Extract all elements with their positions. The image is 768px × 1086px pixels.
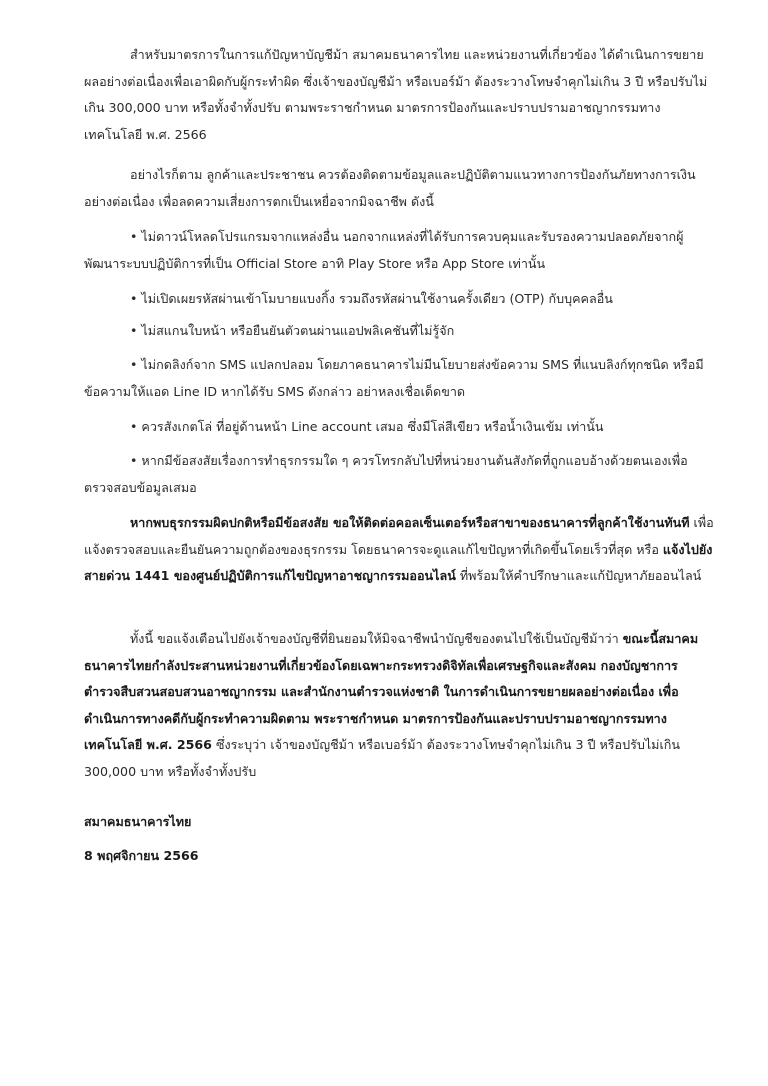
paragraph-intro-text: สำหรับมาตรการในการแก้ปัญหาบัญชีม้า สมาคมธนาคารไทย และหน่วยงานที่เกี่ยวข้อง ได้ดำเนินการขยายผลอย่างต่อเนื่องเพื่อเอาผิดกับผู้กระทำผิด ซึ่งเจ้าของบัญชีม้า หรือเบอร์ม้า ต้องระวางโทษจำคุกไม่เกิน 3 ปี หรือปรับไม่เกิน 300,000 บาท หรือทั้งจำทั้งปรับ ตามพระราชกำหนด มาตรการป้องกันและปราบปรามอาชญากรรมทางเทคโนโลยี พ.ศ. 2566 — [84, 47, 708, 142]
paragraph-advice-text: อย่างไรก็ตาม ลูกค้าและประชาชน ควรต้องติดตามข้อมูลและปฏิบัติตามแนวทางการป้องกันภัยทางการเงินอย่างต่อเนื่อง เพื่อลดความเสี่ยงการตกเป็นเหยื่อจากมิจฉาชีพ ดังนี้ — [84, 167, 696, 209]
contact-text-end: ที่พร้อมให้คำปรึกษาและแก้ปัญหาภัยออนไลน์ — [455, 568, 702, 583]
signature-org: สมาคมธนาคารไทย — [84, 814, 192, 829]
warning-bold-text: ขณะนี้สมาคมธนาคารไทยกำลังประสานหน่วยงานที่เกี่ยวข้องโดยเฉพาะกระทรวงดิจิทัลเพื่อเศรษฐกิจและสังคม กองบัญชาการตำรวจสืบสวนสอบสวนอาชญากรรม และสำนักงานตำรวจแห่งชาติ ในการดำเนินการขยายผลอย่างต่อเนื่อง เพื่อดำเนินการทางคดีกับผู้กระทำความผิดตาม พระราชกำหนด มาตรการป้องกันและปราบปรามอาชญากรรมทางเทคโนโลยี พ.ศ. 2566 — [84, 631, 699, 752]
bullet-item — [84, 224, 714, 277]
warning-text-end: ซึ่งระบุว่า เจ้าของบัญชีม้า หรือเบอร์ม้า ต้องระวางโทษจำคุกไม่เกิน 3 ปี หรือปรับไม่เกิน 300,000 บาท หรือทั้งจำทั้งปรับ — [84, 737, 681, 779]
paragraph-contact — [84, 510, 714, 590]
paragraph-warning — [84, 626, 714, 785]
bullet-item — [84, 414, 714, 441]
signature-date: 8 พฤศจิกายน 2566 — [84, 848, 199, 863]
hotline-bold-text: แจ้งไปยังสายด่วน 1441 ของศูนย์ปฏิบัติการแก้ไขปัญหาอาชญากรรมออนไลน์ — [84, 541, 713, 583]
paragraph-intro — [84, 42, 714, 148]
paragraph-advice — [84, 162, 714, 215]
bullet-item-text: • ไม่สแกนใบหน้า หรือยืนยันตัวตนผ่านแอปพลิเคชันที่ไม่รู้จัก — [130, 323, 455, 338]
warning-text: ทั้งนี้ ขอแจ้งเตือนไปยังเจ้าของบัญชีที่ยินยอมให้มิจฉาชีพนำบัญชีของตนไปใช้เป็นบัญชีม้าว่า — [130, 631, 623, 646]
bullet-item — [84, 448, 714, 501]
contact-bold-text: หากพบธุรกรรมผิดปกติหรือมีข้อสงสัย ขอให้ติดต่อคอลเซ็นเตอร์หรือสาขาของธนาคารที่ลูกค้าใช้งานทันที — [130, 515, 690, 530]
bullet-item — [84, 286, 714, 313]
bullet-item-text: • ไม่กดลิงก์จาก SMS แปลกปลอม โดยภาคธนาคารไม่มีนโยบายส่งข้อความ SMS ที่แนบลิงก์ทุกชนิด หรือมีข้อความให้แอด Line ID หากได้รับ SMS ดังกล่าว อย่าหลงเชื่อเด็ดขาด — [84, 357, 704, 399]
bullet-item-text: • หากมีข้อสงสัยเรื่องการทำธุรกรรมใด ๆ ควรโทรกลับไปที่หน่วยงานต้นสังกัดที่ถูกแอบอ้างด้วยตนเองเพื่อตรวจสอบข้อมูลเสมอ — [84, 453, 688, 495]
bullet-item — [84, 352, 714, 405]
bullet-item-text: • ไม่ดาวน์โหลดโปรแกรมจากแหล่งอื่น นอกจากแหล่งที่ได้รับการควบคุมและรับรองความปลอดภัยจากผู้พัฒนาระบบปฏิบัติการที่เป็น Official Store อาทิ Play Store หรือ App Store เท่านั้น — [84, 229, 684, 271]
bullet-item-text: • ควรสังเกตโล่ ที่อยู่ด้านหน้า Line account เสมอ ซึ่งมีโล่สีเขียว หรือน้ำเงินเข้ม เท่านั้น — [130, 419, 604, 434]
bullet-item-text: • ไม่เปิดเผยรหัสผ่านเข้าโมบายแบงกิ้ง รวมถึงรหัสผ่านใช้งานครั้งเดียว (OTP) กับบุคคลอื่น — [130, 291, 613, 306]
bullet-item — [84, 318, 714, 345]
contact-text: เพื่อแจ้งตรวจสอบและยืนยันความถูกต้องของธุรกรรม โดยธนาคารจะดูแลแก้ไขปัญหาที่เกิดขึ้นโดยเร็วที่สุด หรือ — [84, 515, 714, 557]
